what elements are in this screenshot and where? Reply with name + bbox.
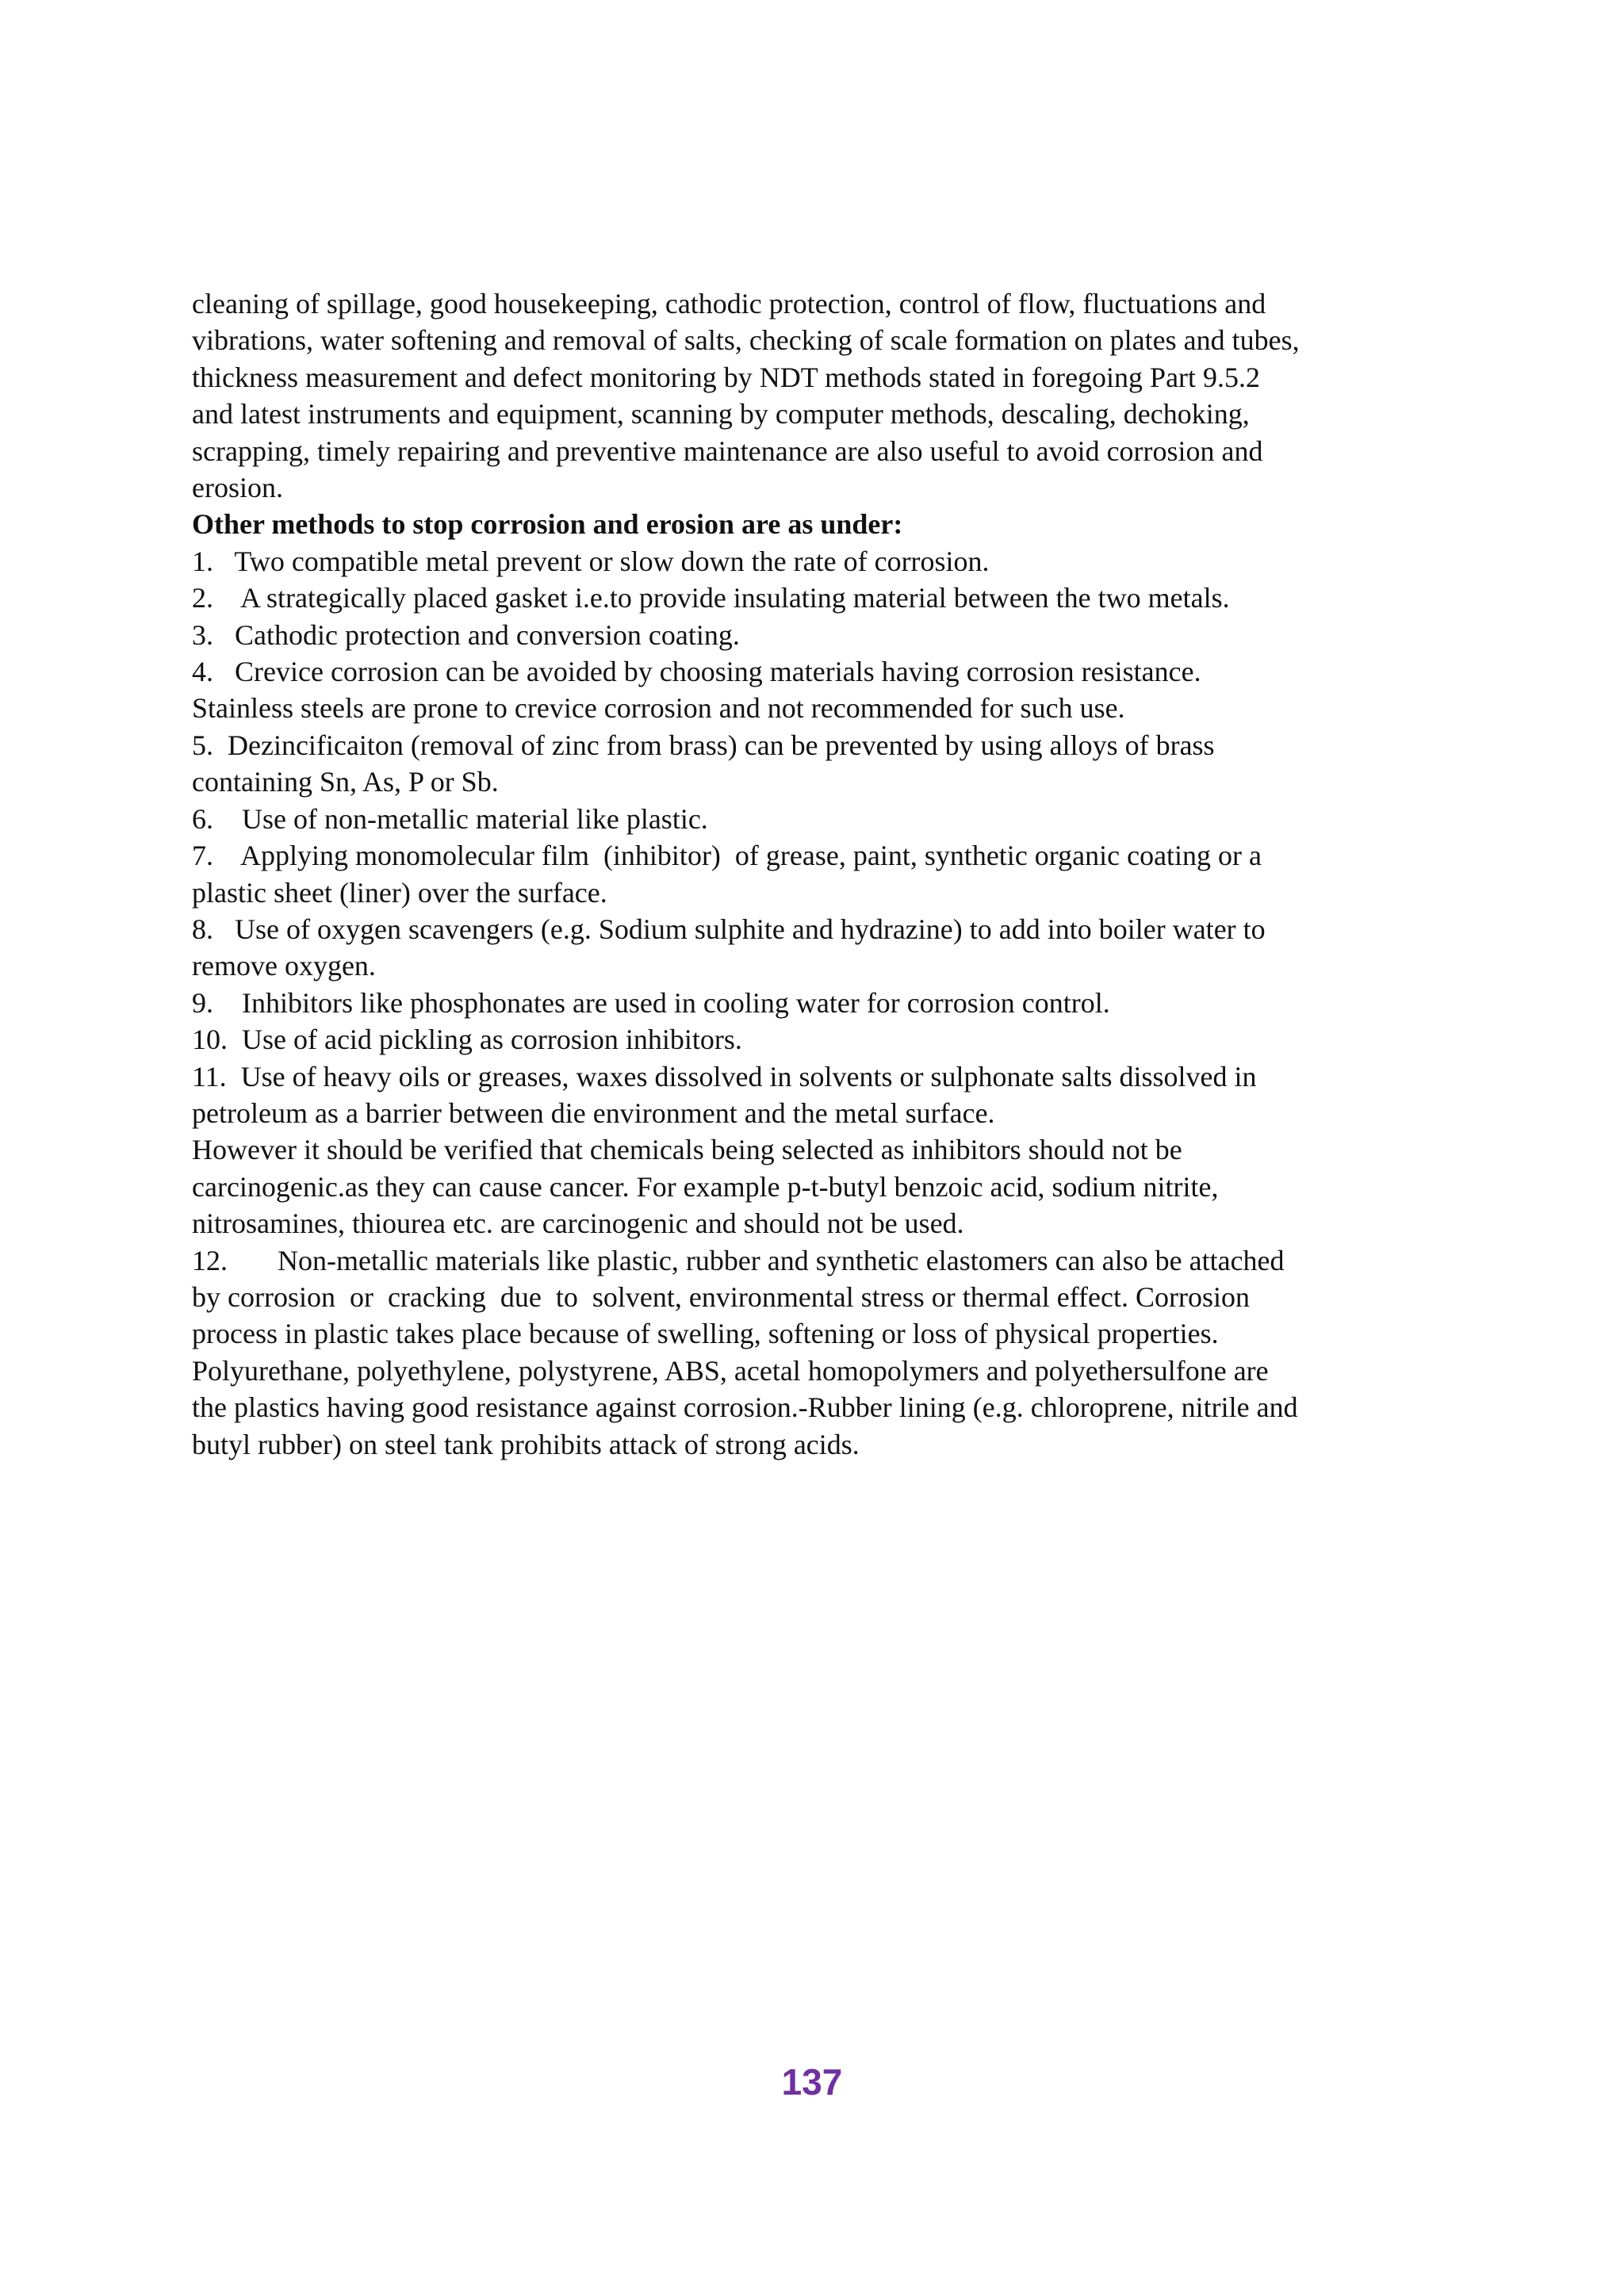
text-line: scrapping, timely repairing and preventive maintenance are also useful to avoid corrosion and bbox=[192, 434, 1263, 467]
text-line: the plastics having good resistance against corrosion.-Rubber lining (e.g. chloroprene, nitrile and bbox=[192, 1391, 1298, 1424]
list-item-12 bbox=[192, 1242, 1445, 1463]
text-line: 4. Crevice corrosion can be avoided by choosing materials having corrosion resistance. bbox=[192, 656, 1201, 688]
text-line: petroleum as a barrier between die environment and the metal surface. bbox=[192, 1096, 995, 1129]
list-item-6 bbox=[192, 801, 1445, 837]
document-body bbox=[192, 285, 1445, 1463]
text-line: 10. Use of acid pickling as corrosion inhibitors. bbox=[192, 1024, 742, 1056]
list-item-4 bbox=[192, 653, 1445, 727]
section-heading: Other methods to stop corrosion and erosion are as under: bbox=[192, 508, 903, 541]
list-item-2 bbox=[192, 580, 1445, 616]
carcinogen-note bbox=[192, 1131, 1445, 1242]
text-line: by corrosion or cracking due to solvent, environmental stress or thermal effect. Corrosion bbox=[192, 1280, 1250, 1313]
page-number: 137 bbox=[781, 2061, 843, 2103]
text-line: thickness measurement and defect monitoring by NDT methods stated in foregoing Part 9.5.2 bbox=[192, 361, 1261, 393]
text-line: 1. Two compatible metal prevent or slow down the rate of corrosion. bbox=[192, 545, 990, 577]
text-line: 11. Use of heavy oils or greases, waxes dissolved in solvents or sulphonate salts dissolved in bbox=[192, 1060, 1257, 1093]
text-line: However it should be verified that chemicals being selected as inhibitors should not be bbox=[192, 1134, 1182, 1166]
text-line: nitrosamines, thiourea etc. are carcinogenic and should not be used. bbox=[192, 1207, 964, 1240]
list-item-9 bbox=[192, 985, 1445, 1021]
text-line: containing Sn, As, P or Sb. bbox=[192, 766, 499, 798]
text-line: 2. A strategically placed gasket i.e.to provide insulating material between the two metals. bbox=[192, 582, 1230, 614]
list-item-8 bbox=[192, 911, 1445, 985]
text-line: 7. Applying monomolecular film (inhibitor) of grease, paint, synthetic organic coating or a bbox=[192, 840, 1262, 872]
list-item-10 bbox=[192, 1021, 1445, 1058]
text-line: erosion. bbox=[192, 472, 283, 504]
text-line: butyl rubber) on steel tank prohibits attack of strong acids. bbox=[192, 1428, 860, 1460]
text-line: remove oxygen. bbox=[192, 950, 376, 982]
text-line: 5. Dezincificaiton (removal of zinc from brass) can be prevented by using alloys of brass bbox=[192, 729, 1215, 761]
text-line: and latest instruments and equipment, scanning by computer methods, descaling, dechoking, bbox=[192, 398, 1250, 430]
text-line: 12. Non-metallic materials like plastic, rubber and synthetic elastomers can also be attached bbox=[192, 1244, 1285, 1276]
methods-list bbox=[192, 543, 1445, 1132]
text-line: cleaning of spillage, good housekeeping, cathodic protection, control of flow, fluctuations and bbox=[192, 288, 1266, 320]
list-item-5 bbox=[192, 727, 1445, 801]
text-line: carcinogenic.as they can cause cancer. For example p-t-butyl benzoic acid, sodium nitrite, bbox=[192, 1170, 1219, 1203]
text-line: 3. Cathodic protection and conversion coating. bbox=[192, 618, 740, 651]
list-item-7 bbox=[192, 837, 1445, 911]
text-line: plastic sheet (liner) over the surface. bbox=[192, 876, 607, 909]
text-line: Polyurethane, polyethylene, polystyrene, ABS, acetal homopolymers and polyethersulfone are bbox=[192, 1354, 1269, 1387]
text-line: vibrations, water softening and removal of salts, checking of scale formation on plates and tubes, bbox=[192, 324, 1300, 357]
intro-paragraph bbox=[192, 285, 1445, 506]
text-line: Stainless steels are prone to crevice corrosion and not recommended for such use. bbox=[192, 692, 1125, 725]
text-line: 9. Inhibitors like phosphonates are used in cooling water for corrosion control. bbox=[192, 986, 1110, 1019]
text-line: process in plastic takes place because of swelling, softening or loss of physical properties. bbox=[192, 1318, 1219, 1350]
list-item-11 bbox=[192, 1058, 1445, 1132]
text-line: 6. Use of non-metallic material like plastic. bbox=[192, 802, 708, 835]
text-line: 8. Use of oxygen scavengers (e.g. Sodium sulphite and hydrazine) to add into boiler water to bbox=[192, 913, 1266, 945]
list-item-1 bbox=[192, 543, 1445, 580]
list-item-3 bbox=[192, 617, 1445, 653]
